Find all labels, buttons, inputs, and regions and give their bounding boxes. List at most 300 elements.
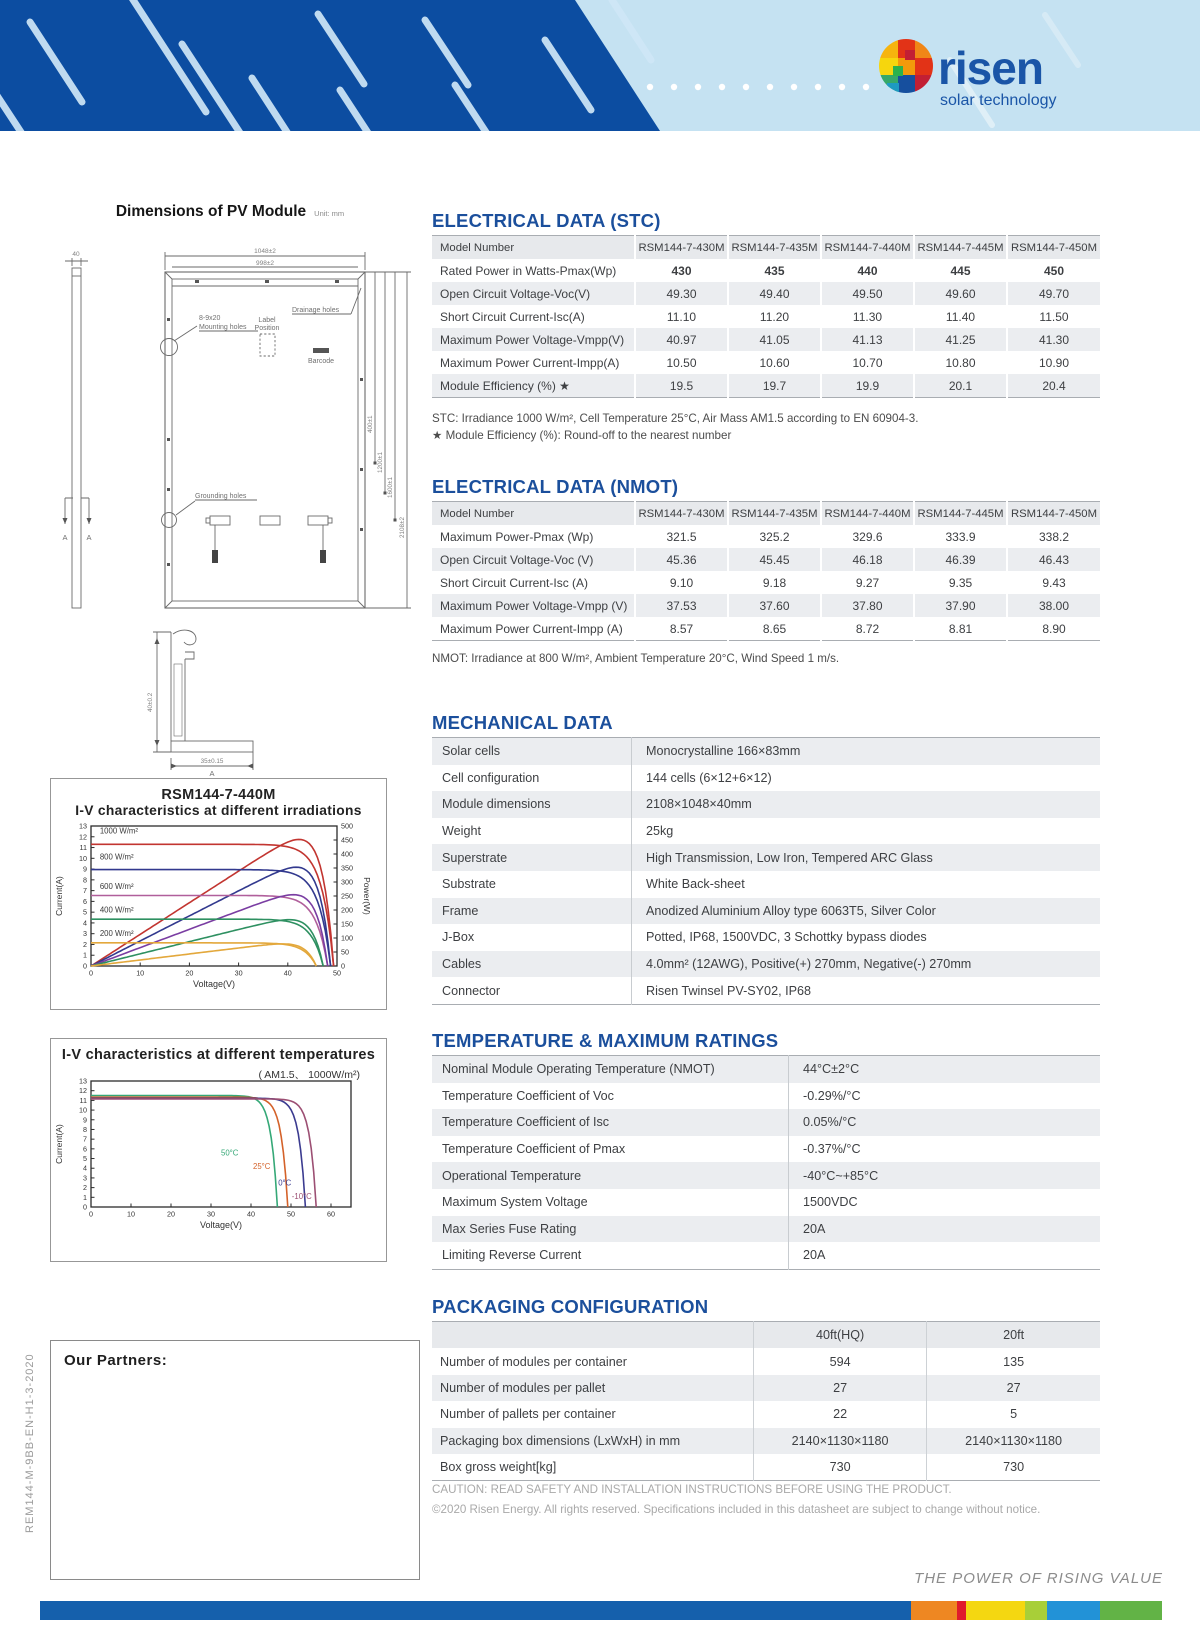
cell-value: 10.50 (635, 351, 728, 374)
y2-tick-label: 450 (341, 835, 353, 845)
section-arrows (62, 498, 91, 542)
cell-value: 135 (927, 1348, 1100, 1374)
cell-value: 45.45 (728, 548, 821, 571)
cell-value: 440 (821, 259, 914, 282)
row-label: Limiting Reverse Current (442, 1248, 582, 1263)
table-row (432, 898, 1100, 925)
cell-value: 9.10 (635, 571, 728, 594)
cell-value: 44°C±2°C (789, 1056, 1101, 1083)
drawing-title (45, 203, 415, 221)
cell-value: 445 (914, 259, 1007, 282)
stc-table (432, 235, 1100, 398)
section-title-nmot: ELECTRICAL DATA (NMOT) (432, 476, 679, 497)
height-dimensions (361, 272, 411, 608)
row-label: Maximum System Voltage (442, 1195, 588, 1210)
cell-value: 144 cells (6×12+6×12) (632, 765, 1101, 792)
column-header: RSM144-7-445M (914, 502, 1007, 526)
cell-value: 49.30 (635, 282, 728, 305)
y2-tick-label: 250 (341, 891, 353, 901)
table-row (432, 791, 1100, 818)
cell-value: 594 (754, 1348, 927, 1374)
cell-value: 27 (754, 1375, 927, 1401)
x-tick-label: 50 (287, 1209, 295, 1219)
row-label: Box gross weight[kg] (440, 1460, 557, 1475)
plot-area (54, 822, 372, 990)
caution-line: CAUTION: READ SAFETY AND INSTALLATION INSTRUCTIONS BEFORE USING THE PRODUCT. (432, 1483, 952, 1496)
table-row (432, 1348, 1100, 1374)
plot-area (54, 1077, 351, 1231)
cell-value: 10.90 (1007, 351, 1100, 374)
cell-value: White Back-sheet (632, 871, 1101, 898)
table-row (432, 1056, 1100, 1083)
table-row (432, 1216, 1100, 1243)
dimension-label: 40±0.2 (147, 692, 154, 712)
row-label: Substrate (442, 877, 496, 892)
table-row (432, 1189, 1100, 1216)
cell-value: 37.80 (821, 594, 914, 617)
y-tick-label: 1 (83, 950, 87, 960)
cell-value: 8.90 (1007, 617, 1100, 641)
cell-value: 5 (927, 1401, 1100, 1427)
nmot-table (432, 501, 1100, 641)
x-tick-label: 10 (127, 1209, 135, 1219)
cell-value: 37.53 (635, 594, 728, 617)
mechanical-table (432, 737, 1100, 1005)
cell-value: -0.29%/°C (789, 1083, 1101, 1110)
risen-logo-icon (879, 39, 933, 93)
frame-cross-section (147, 630, 253, 776)
table-row (432, 1162, 1100, 1189)
column-header: RSM144-7-440M (821, 236, 914, 260)
label-position-outline (260, 334, 275, 356)
y-tick-label: 9 (83, 1115, 87, 1125)
row-label: Maximum Power Voltage-Vmpp(V) (440, 332, 625, 347)
x-tick-label: 20 (167, 1209, 175, 1219)
column-header: RSM144-7-440M (821, 502, 914, 526)
cell-value: 4.0mm² (12AWG), Positive(+) 270mm, Negative(-) 270mm (632, 951, 1101, 978)
table-row (432, 305, 1100, 328)
color-bar-segment (40, 1601, 911, 1620)
y-tick-label: 2 (83, 1183, 87, 1193)
cell-value: 9.35 (914, 571, 1007, 594)
table-header-row (432, 502, 1100, 526)
y-tick-label: 13 (79, 821, 87, 831)
table-row (432, 571, 1100, 594)
cell-value: 22 (754, 1401, 927, 1427)
cell-value: 41.13 (821, 328, 914, 351)
y-tick-label: 8 (83, 875, 87, 885)
x-axis-label: Voltage(V) (199, 1220, 243, 1230)
dimension-label: 400±1 (367, 415, 374, 433)
table-row (432, 374, 1100, 398)
drawing-title-text: Dimensions of PV Module (115, 203, 307, 220)
iv-temperature-chart-box (50, 1038, 387, 1262)
x-tick-label: 10 (136, 968, 145, 978)
row-label: Maximum Power Current-Impp (A) (440, 621, 623, 636)
cell-value: 430 (635, 259, 728, 282)
logo-subtext: solar technology (940, 92, 1057, 109)
nmot-notes (432, 650, 1100, 667)
row-label: Temperature Coefficient of Voc (442, 1088, 614, 1103)
series-label: 600 W/m² (99, 882, 134, 891)
table-row (432, 951, 1100, 978)
table-row (432, 738, 1100, 765)
footer-color-bar (40, 1601, 1162, 1620)
caution-text (432, 1480, 1122, 1520)
cell-value: Monocrystalline 166×83mm (632, 738, 1101, 765)
dimension-label: 40 (72, 251, 80, 258)
cell-value: 11.20 (728, 305, 821, 328)
label-position-label: Label (258, 317, 276, 324)
y-tick-label: 11 (79, 1095, 87, 1105)
cell-value: 11.30 (821, 305, 914, 328)
y2-tick-label: 200 (341, 905, 353, 915)
y-tick-label: 5 (83, 907, 87, 917)
cell-value: 8.57 (635, 617, 728, 641)
cell-value: 2140×1130×1180 (754, 1428, 927, 1454)
row-label: Rated Power in Watts-Pmax(Wp) (440, 263, 617, 278)
cell-value: 11.10 (635, 305, 728, 328)
cell-value: 41.25 (914, 328, 1007, 351)
cell-value: 8.81 (914, 617, 1007, 641)
cell-value: 49.60 (914, 282, 1007, 305)
column-header: RSM144-7-435M (728, 502, 821, 526)
cell-value: 2108×1048×40mm (632, 791, 1101, 818)
chart-title: RSM144-7-440M (161, 787, 276, 803)
column-header: RSM144-7-430M (635, 502, 728, 526)
cell-value: 41.05 (728, 328, 821, 351)
row-label: Packaging box dimensions (LxWxH) in mm (440, 1433, 681, 1448)
x-tick-label: 30 (234, 968, 243, 978)
cell-value: 9.27 (821, 571, 914, 594)
x-tick-label: 0 (89, 1209, 93, 1219)
cell-value: High Transmission, Low Iron, Tempered ARC Glass (632, 844, 1101, 871)
cell-value: 20A (789, 1216, 1101, 1243)
y2-tick-label: 350 (341, 863, 353, 873)
cell-value: 46.18 (821, 548, 914, 571)
cell-value: 37.90 (914, 594, 1007, 617)
y-tick-label: 11 (79, 843, 87, 853)
x-tick-label: 60 (327, 1209, 335, 1219)
column-header: RSM144-7-430M (635, 236, 728, 260)
tagline: THE POWER OF RISING VALUE (914, 1570, 1163, 1587)
y-tick-label: 5 (83, 1154, 87, 1164)
cell-value: 450 (1007, 259, 1100, 282)
series-label: 200 W/m² (99, 928, 134, 938)
y-tick-label: 6 (83, 896, 87, 906)
dimension-label: 2108±2 (399, 517, 406, 538)
row-label: Maximum Power Voltage-Vmpp (V) (440, 598, 628, 613)
cell-value: 27 (927, 1375, 1100, 1401)
table-row (432, 1401, 1100, 1427)
table-row (432, 1242, 1100, 1269)
row-label: Number of modules per container (440, 1354, 627, 1369)
row-label: Superstrate (442, 850, 508, 865)
caution-line: ©2020 Risen Energy. All rights reserved. Specifications included in this datasheet are subject to change without notice. (432, 1503, 1041, 1516)
row-label: Open Circuit Voltage-Voc (V) (440, 552, 594, 567)
y-tick-label: 3 (83, 1173, 87, 1183)
cell-value: 19.9 (821, 374, 914, 398)
series-label: 0°C (278, 1178, 292, 1188)
y-tick-label: 0 (83, 961, 87, 971)
table-row (432, 765, 1100, 792)
table-row (432, 1375, 1100, 1401)
cell-value: 46.43 (1007, 548, 1100, 571)
note-line: ★ Module Efficiency (%): Round-off to the nearest number (432, 429, 732, 442)
cell-value: 321.5 (635, 525, 728, 548)
cell-value: 49.50 (821, 282, 914, 305)
note-line: NMOT: Irradiance at 800 W/m², Ambient Temperature 20°C, Wind Speed 1 m/s. (432, 652, 840, 665)
y-tick-label: 4 (83, 1163, 87, 1173)
x-axis-label: Voltage(V) (192, 979, 236, 989)
table-row (432, 924, 1100, 951)
cell-value: 435 (728, 259, 821, 282)
cell-value: 25kg (632, 818, 1101, 845)
y-tick-label: 12 (79, 1086, 87, 1096)
row-label: Cell configuration (442, 770, 540, 785)
y2-tick-label: 300 (341, 877, 353, 887)
y-tick-label: 12 (79, 832, 87, 842)
row-label: Module Efficiency (%) ★ (440, 378, 570, 393)
table-row (432, 1136, 1100, 1163)
color-bar-segment (911, 1601, 957, 1620)
row-label: Frame (442, 903, 479, 918)
partners-label: Our Partners: (64, 1352, 168, 1369)
cell-value: 730 (754, 1454, 927, 1481)
color-bar-segment (1047, 1601, 1100, 1620)
column-header: Model Number (432, 236, 635, 260)
cell-value: Anodized Aluminium Alloy type 6063T5, Silver Color (632, 898, 1101, 925)
series-label: 1000 W/m² (99, 826, 138, 836)
barcode-label: Barcode (307, 358, 335, 365)
table-row (432, 1109, 1100, 1136)
cell-value: 20A (789, 1242, 1101, 1269)
y-tick-label: 6 (83, 1144, 87, 1154)
y2-tick-label: 100 (341, 933, 353, 943)
series-label: 25°C (253, 1162, 271, 1172)
row-label: Number of modules per pallet (440, 1380, 606, 1395)
column-header: 20ft (927, 1322, 1100, 1349)
cell-value: 333.9 (914, 525, 1007, 548)
cell-value: 20.4 (1007, 374, 1100, 398)
cell-value: 37.60 (728, 594, 821, 617)
label-position-label: Position (254, 325, 280, 332)
row-label: Max Series Fuse Rating (442, 1221, 577, 1236)
chart-subtitle: ( AM1.5、 1000W/m²) (258, 1069, 360, 1081)
cell-value: 46.39 (914, 548, 1007, 571)
row-label: Connector (442, 983, 501, 998)
cell-value: 9.18 (728, 571, 821, 594)
pv-module-drawing (45, 228, 415, 776)
cell-value: 10.70 (821, 351, 914, 374)
row-label: Maximum Power Current-Impp(A) (440, 355, 620, 370)
column-header (432, 1322, 754, 1349)
cell-value: 10.80 (914, 351, 1007, 374)
cell-value: 8.72 (821, 617, 914, 641)
partners-box (50, 1340, 420, 1580)
row-label: Module dimensions (442, 797, 551, 812)
table-row (432, 282, 1100, 305)
table-row (432, 259, 1100, 282)
y-tick-label: 0 (83, 1202, 87, 1212)
series-label: 800 W/m² (99, 852, 134, 862)
cell-value: 41.30 (1007, 328, 1100, 351)
stc-notes (432, 410, 1100, 444)
cell-value: 38.00 (1007, 594, 1100, 617)
table-row (432, 1083, 1100, 1110)
y-axis-label: Current(A) (54, 876, 64, 916)
dimension-label: 1200±1 (377, 452, 384, 473)
table-row (432, 818, 1100, 845)
table-row (432, 548, 1100, 571)
row-label: Short Circuit Current-Isc(A) (440, 309, 585, 324)
row-label: Temperature Coefficient of Pmax (442, 1142, 626, 1157)
cell-value: 9.43 (1007, 571, 1100, 594)
chart-subtitle: I-V characteristics at different irradiations (75, 803, 362, 818)
table-row (432, 617, 1100, 641)
drawing-unit: Unit: mm (314, 209, 345, 218)
table-row (432, 328, 1100, 351)
mounting-holes-label: Mounting holes (199, 324, 247, 331)
section-label: A (62, 533, 68, 542)
cell-value: 11.40 (914, 305, 1007, 328)
y-tick-label: 13 (79, 1076, 87, 1086)
section-title-temperature: TEMPERATURE & MAXIMUM RATINGS (432, 1030, 779, 1051)
logo-wordmark: risen (938, 42, 1043, 94)
table-row (432, 525, 1100, 548)
row-label: Number of pallets per container (440, 1407, 616, 1422)
cell-value: 329.6 (821, 525, 914, 548)
table-row (432, 844, 1100, 871)
column-header: RSM144-7-450M (1007, 236, 1100, 260)
dimension-label: 35±0.15 (200, 758, 224, 765)
y-tick-label: 3 (83, 929, 87, 939)
y2-tick-label: 50 (341, 947, 349, 957)
x-tick-label: 40 (247, 1209, 255, 1219)
x-tick-label: 20 (185, 968, 194, 978)
y-tick-label: 10 (79, 853, 87, 863)
side-profile-view (62, 251, 91, 608)
cell-value: 2140×1130×1180 (927, 1428, 1100, 1454)
table-row (432, 977, 1100, 1004)
cell-value: 49.70 (1007, 282, 1100, 305)
color-bar-segment (957, 1601, 966, 1620)
y-tick-label: 7 (83, 1134, 87, 1144)
y-tick-label: 2 (83, 939, 87, 949)
mounting-holes-label: 8-9x20 (199, 315, 221, 322)
section-title-mechanical: MECHANICAL DATA (432, 712, 613, 733)
section-title-stc: ELECTRICAL DATA (STC) (432, 210, 661, 231)
y-tick-label: 1 (83, 1192, 87, 1202)
cell-value: 338.2 (1007, 525, 1100, 548)
y-tick-label: 4 (83, 918, 87, 928)
color-bar-segment (1100, 1601, 1162, 1620)
packaging-table (432, 1321, 1100, 1481)
row-label: Solar cells (442, 744, 501, 759)
color-bar-segment (1025, 1601, 1047, 1620)
y-tick-label: 10 (79, 1105, 87, 1115)
cell-value: 40.97 (635, 328, 728, 351)
column-header: 40ft(HQ) (754, 1322, 927, 1349)
cell-value: -0.37%/°C (789, 1136, 1101, 1163)
grounding-holes-label: Grounding holes (195, 493, 247, 500)
y-tick-label: 7 (83, 886, 87, 896)
cell-value: Potted, IP68, 1500VDC, 3 Schottky bypass diodes (632, 924, 1101, 951)
y2-tick-label: 400 (341, 849, 353, 859)
cell-value: 19.7 (728, 374, 821, 398)
cell-value: Risen Twinsel PV-SY02, IP68 (632, 977, 1101, 1004)
iv-irradiance-chart-box (50, 778, 387, 1010)
x-tick-label: 50 (333, 968, 341, 978)
row-label: Operational Temperature (442, 1168, 582, 1183)
series-label: 50°C (221, 1148, 239, 1158)
iv-irradiance-chart (51, 818, 384, 1002)
table-header-row (432, 1322, 1100, 1349)
row-label: Maximum Power-Pmax (Wp) (440, 529, 594, 544)
cell-value: 1500VDC (789, 1189, 1101, 1216)
iv-temperature-chart (51, 1075, 384, 1245)
y2-tick-label: 500 (341, 821, 353, 831)
row-label: Nominal Module Operating Temperature (NMOT) (442, 1062, 715, 1077)
cell-value: 10.60 (728, 351, 821, 374)
table-header-row (432, 236, 1100, 260)
table-row (432, 351, 1100, 374)
junction-boxes (206, 516, 332, 563)
drainage-holes-label: Drainage holes (292, 307, 340, 314)
x-tick-label: 0 (89, 968, 93, 978)
column-header: RSM144-7-435M (728, 236, 821, 260)
chart-title: I-V characteristics at different temperatures (61, 1047, 376, 1063)
table-row (432, 871, 1100, 898)
y-tick-label: 8 (83, 1124, 87, 1134)
y-axis-label: Current(A) (54, 1124, 64, 1164)
back-view (161, 248, 412, 608)
dimension-label: 998±2 (255, 260, 275, 267)
header-banner (0, 0, 1200, 131)
cell-value: 11.50 (1007, 305, 1100, 328)
x-tick-label: 40 (283, 968, 292, 978)
cell-value: 45.36 (635, 548, 728, 571)
cell-value: 20.1 (914, 374, 1007, 398)
y2-axis-label: Power(W) (362, 877, 372, 915)
section-title-packaging: PACKAGING CONFIGURATION (432, 1296, 709, 1317)
row-label: Temperature Coefficient of Isc (442, 1115, 610, 1130)
note-line: STC: Irradiance 1000 W/m², Cell Temperature 25°C, Air Mass AM1.5 according to EN 60904-3. (432, 412, 919, 425)
table-row (432, 1454, 1100, 1481)
dimension-label: 1048±2 (254, 248, 276, 255)
color-bar-segment (966, 1601, 1025, 1620)
y2-tick-label: 150 (341, 919, 353, 929)
cell-value: 730 (927, 1454, 1100, 1481)
cell-value: 0.05%/°C (789, 1109, 1101, 1136)
row-label: Weight (442, 824, 481, 839)
row-label: J-Box (442, 930, 475, 945)
cell-value: 8.65 (728, 617, 821, 641)
series-label: 400 W/m² (99, 905, 134, 915)
cell-value: 49.40 (728, 282, 821, 305)
section-label: A (209, 769, 215, 776)
table-row (432, 1428, 1100, 1454)
row-label: Cables (442, 957, 482, 972)
series-label: -10°C (291, 1191, 312, 1201)
cell-value: 19.5 (635, 374, 728, 398)
x-tick-label: 30 (207, 1209, 215, 1219)
temperature-table (432, 1055, 1100, 1270)
column-header: RSM144-7-450M (1007, 502, 1100, 526)
column-header: RSM144-7-445M (914, 236, 1007, 260)
y2-tick-label: 0 (341, 961, 345, 971)
dimension-label: 1600±1 (387, 477, 394, 498)
